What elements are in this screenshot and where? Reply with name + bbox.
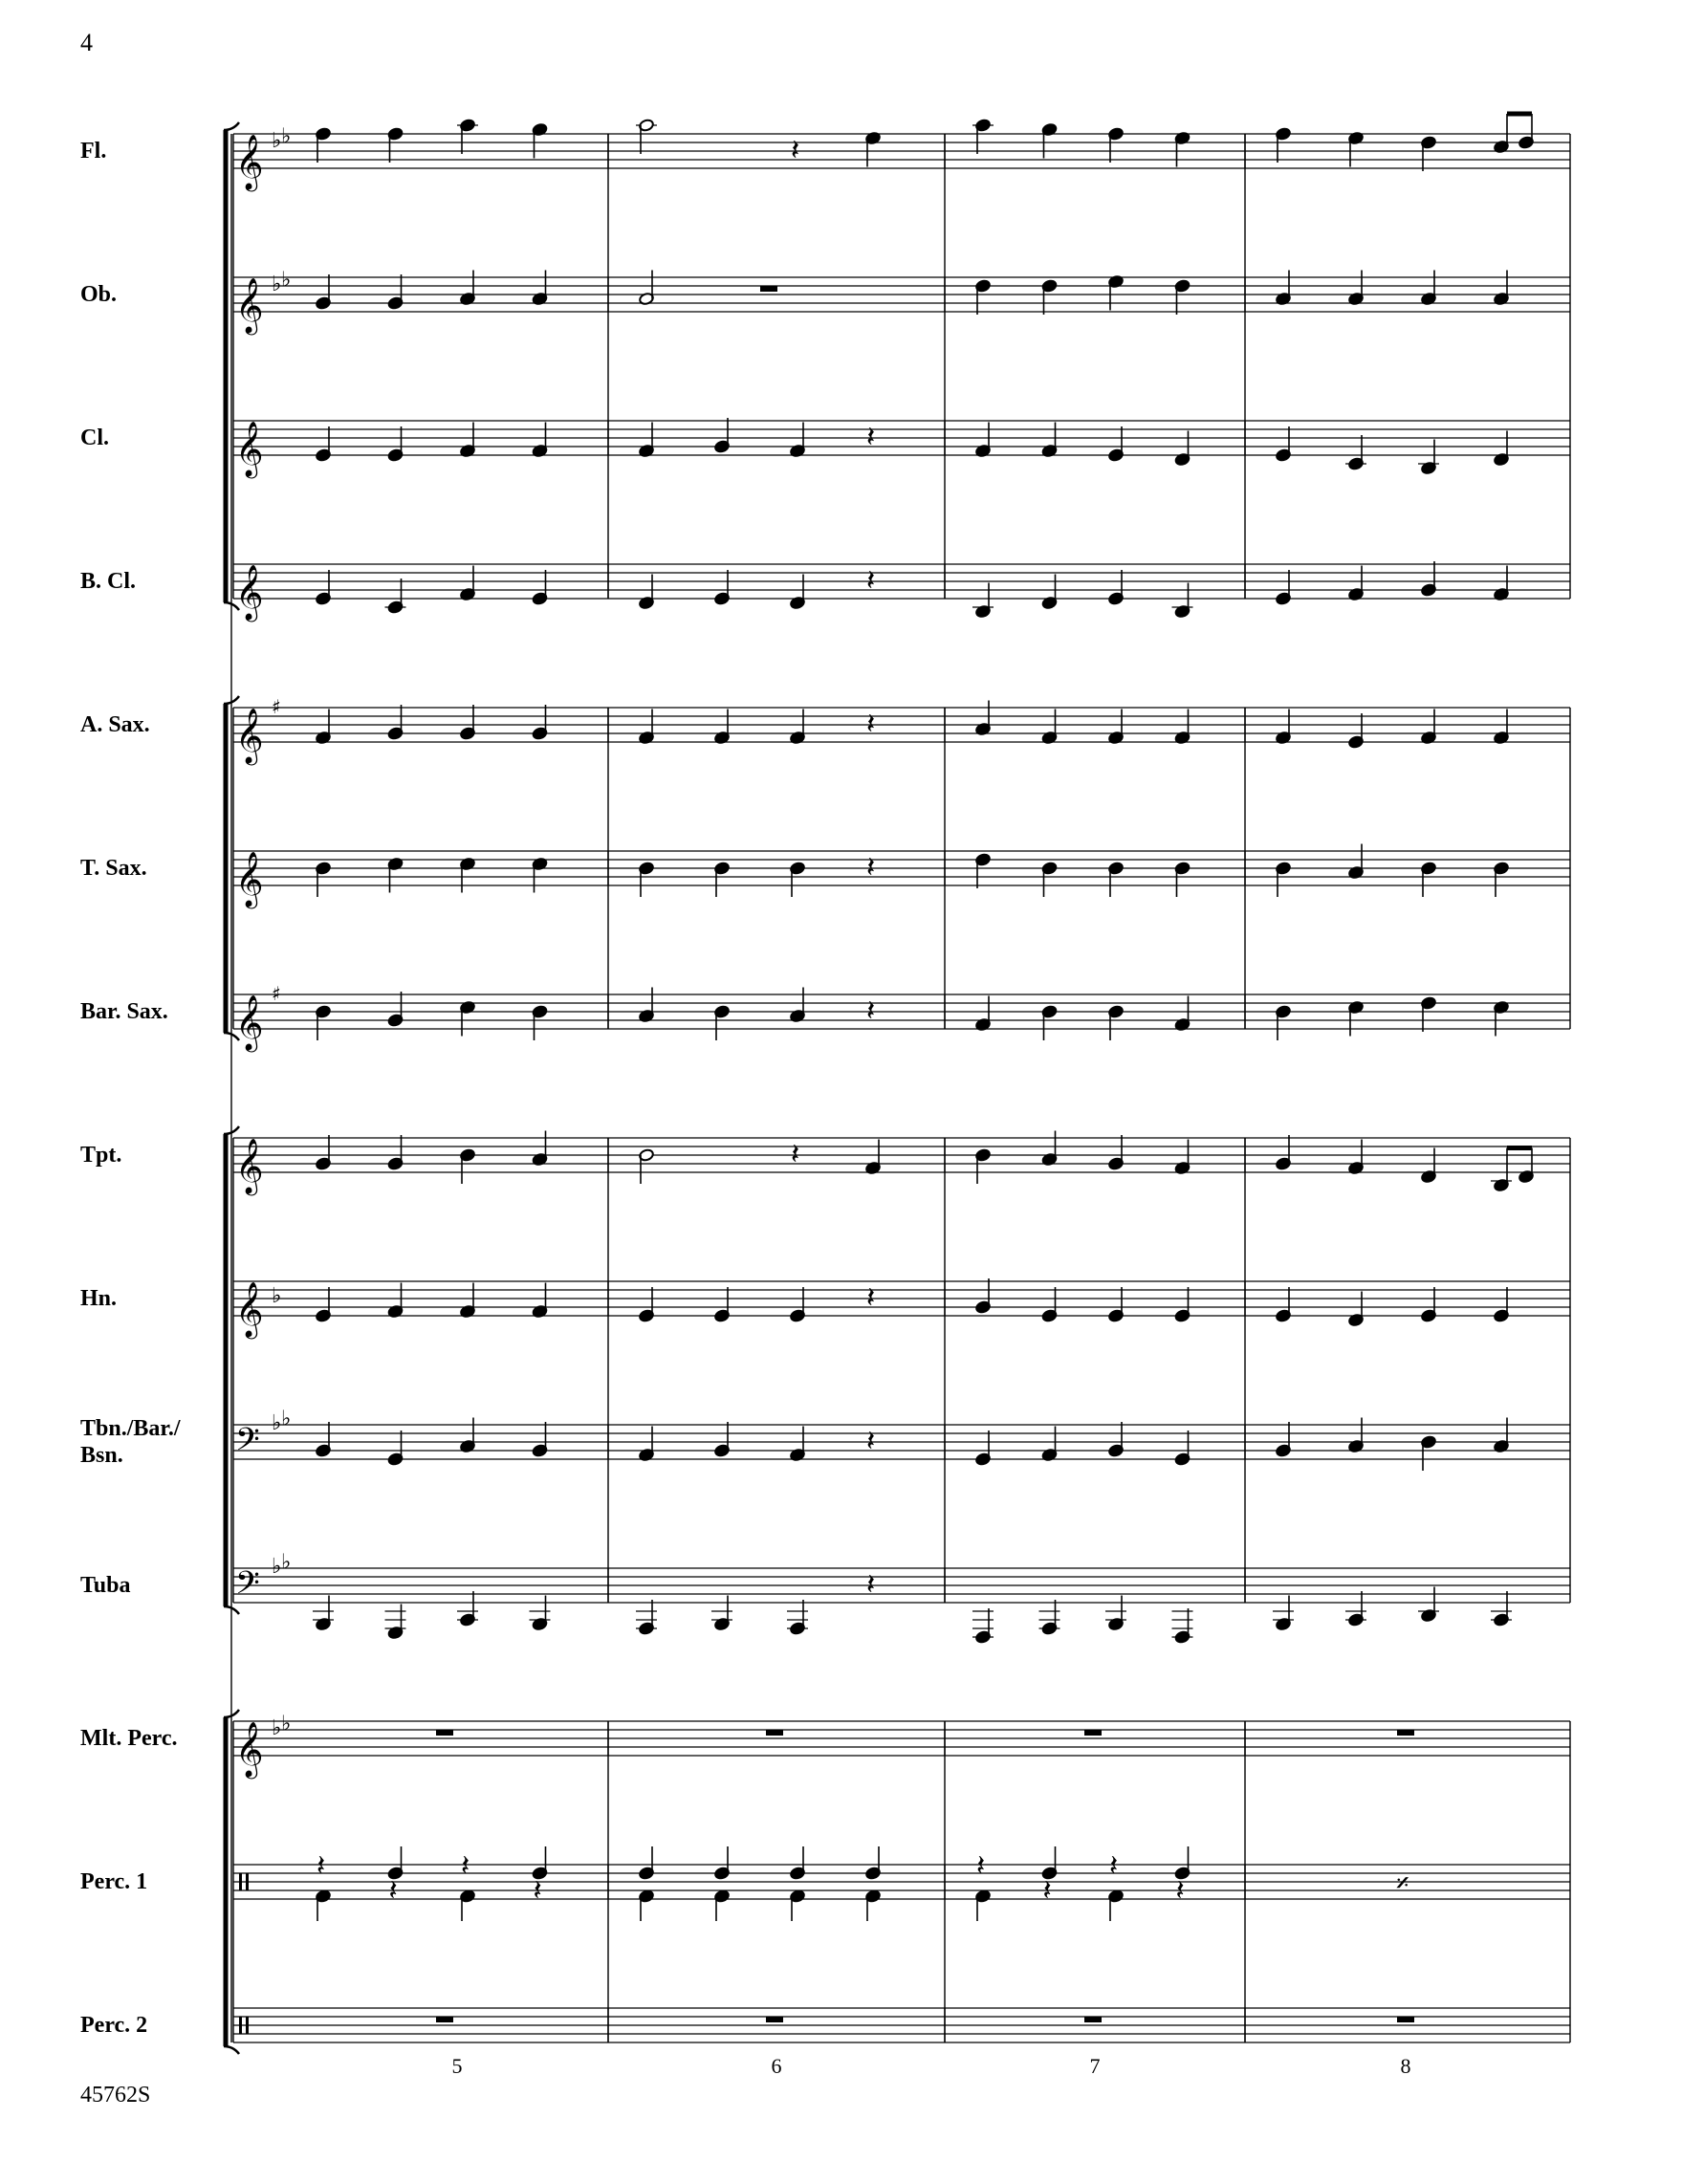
sharp-icon: ♯ xyxy=(272,695,281,718)
staff xyxy=(233,851,1570,909)
staff xyxy=(233,1408,1570,1467)
instrument-label: Tuba xyxy=(80,1573,131,1598)
quarter-rest-icon: 𝄽 xyxy=(388,1874,398,1908)
flat-icon: ♭ xyxy=(281,1407,292,1431)
staff xyxy=(233,125,1570,193)
treble-clef-icon: 𝄞 xyxy=(235,277,264,333)
instrument-label: Tpt. xyxy=(80,1143,122,1168)
staff xyxy=(233,1138,1570,1196)
quarter-rest-icon: 𝄽 xyxy=(1042,1874,1052,1908)
instrument-label: Perc. 2 xyxy=(80,2013,148,2038)
quarter-rest-icon: 𝄽 xyxy=(866,564,876,598)
treble-clef-icon: 𝄞 xyxy=(235,421,264,476)
treble-clef-icon: 𝄞 xyxy=(235,1281,264,1337)
whole-rest-icon xyxy=(1397,2017,1414,2022)
whole-rest-icon xyxy=(436,2017,453,2022)
flat-icon: ♭ xyxy=(281,1550,292,1575)
flat-icon: ♭ xyxy=(281,1712,292,1736)
bracket-hook xyxy=(224,122,239,130)
staff xyxy=(233,1281,1570,1340)
whole-rest-icon xyxy=(760,286,777,292)
quarter-rest-icon: 𝄽 xyxy=(866,851,876,885)
instrument-label: Ob. xyxy=(80,282,118,307)
instrument-label: Tbn./Bar./ Bsn. xyxy=(80,1416,181,1468)
staff-notes xyxy=(436,2017,1414,2022)
percussion-clef-icon xyxy=(239,1873,242,1890)
whole-rest-icon xyxy=(1084,1730,1102,1736)
treble-clef-icon: 𝄞 xyxy=(235,851,264,906)
instrument-label: B. Cl. xyxy=(80,569,137,594)
treble-clef-icon: 𝄞 xyxy=(235,994,264,1050)
staff-notes xyxy=(436,1730,1414,1736)
quarter-rest-icon: 𝄽 xyxy=(866,421,876,454)
whole-rest-icon xyxy=(1397,1730,1414,1736)
treble-clef-icon: 𝄞 xyxy=(235,1721,264,1777)
quarter-rest-icon: 𝄽 xyxy=(1109,1849,1119,1883)
sharp-icon: ♯ xyxy=(272,982,281,1005)
percussion-clef-icon xyxy=(246,1873,249,1890)
quarter-rest-icon: 𝄽 xyxy=(866,994,876,1028)
staff xyxy=(233,1551,1570,1610)
treble-clef-icon: 𝄞 xyxy=(235,564,264,620)
flat-icon: ♭ xyxy=(272,129,282,153)
instrument-label: Cl. xyxy=(80,426,109,450)
flat-icon: ♭ xyxy=(272,273,282,296)
instrument-label: Fl. xyxy=(80,139,107,164)
quarter-rest-icon: 𝄽 xyxy=(533,1874,542,1908)
quarter-rest-icon: 𝄽 xyxy=(866,708,876,741)
staff xyxy=(233,564,1570,622)
flat-icon: ♭ xyxy=(272,1284,282,1308)
quarter-rest-icon: 𝄽 xyxy=(866,1568,876,1602)
staff-notes xyxy=(316,1418,1510,1472)
instrument-label: A. Sax. xyxy=(80,712,150,737)
bass-clef-icon: 𝄢 xyxy=(235,1565,260,1609)
whole-rest-icon xyxy=(766,2017,783,2022)
treble-clef-icon: 𝄞 xyxy=(235,1138,264,1193)
quarter-rest-icon: 𝄽 xyxy=(317,1849,326,1883)
quarter-rest-icon: 𝄽 xyxy=(866,1281,876,1315)
bass-clef-icon: 𝄢 xyxy=(235,1422,260,1466)
quarter-rest-icon: 𝄽 xyxy=(976,1849,986,1883)
measure-number: 8 xyxy=(1400,2054,1411,2078)
quarter-rest-icon: 𝄽 xyxy=(866,1425,876,1458)
page-number: 4 xyxy=(80,29,93,56)
instrument-label: Perc. 1 xyxy=(80,1869,148,1894)
flat-icon: ♭ xyxy=(272,1411,282,1435)
percussion-clef-icon xyxy=(246,2017,249,2034)
staff xyxy=(233,1713,1570,1780)
staff-notes xyxy=(316,1131,1535,1192)
staff xyxy=(233,2008,1570,2042)
staff-notes xyxy=(313,1568,1512,1644)
bracket-hook xyxy=(224,2046,239,2054)
flat-icon: ♭ xyxy=(281,124,292,149)
catalog-code: 45762S xyxy=(80,2083,151,2108)
quarter-rest-icon: 𝄽 xyxy=(791,1138,800,1171)
staff xyxy=(233,421,1570,479)
instrument-label: Hn. xyxy=(80,1286,118,1311)
instrument-label: Bar. Sax. xyxy=(80,999,168,1024)
whole-rest-icon xyxy=(1084,2017,1102,2022)
staff xyxy=(233,982,1570,1053)
instrument-label: Mlt. Perc. xyxy=(80,1726,178,1751)
treble-clef-icon: 𝄞 xyxy=(235,708,264,763)
percussion-clef-icon xyxy=(239,2017,242,2034)
measure-number: 5 xyxy=(451,2054,463,2078)
staff xyxy=(233,269,1570,337)
staff-notes xyxy=(316,1278,1510,1327)
staff xyxy=(233,1865,1570,1899)
staff-notes xyxy=(316,988,1510,1041)
treble-clef-icon: 𝄞 xyxy=(235,134,264,189)
quarter-rest-icon: 𝄽 xyxy=(791,134,800,167)
staff-notes xyxy=(316,844,1510,898)
measure-number: 7 xyxy=(1089,2054,1101,2078)
quarter-rest-icon: 𝄽 xyxy=(461,1849,470,1883)
whole-rest-icon xyxy=(436,1730,453,1736)
quarter-rest-icon: 𝄽 xyxy=(1175,1874,1185,1908)
whole-rest-icon xyxy=(766,1730,783,1736)
measure-number: 6 xyxy=(771,2054,782,2078)
instrument-label: T. Sax. xyxy=(80,856,147,881)
staff xyxy=(233,695,1570,766)
flat-icon: ♭ xyxy=(281,268,292,293)
flat-icon: ♭ xyxy=(272,1555,282,1579)
simile-icon: 𝄎 xyxy=(1396,1867,1409,1899)
flat-icon: ♭ xyxy=(272,1716,282,1740)
